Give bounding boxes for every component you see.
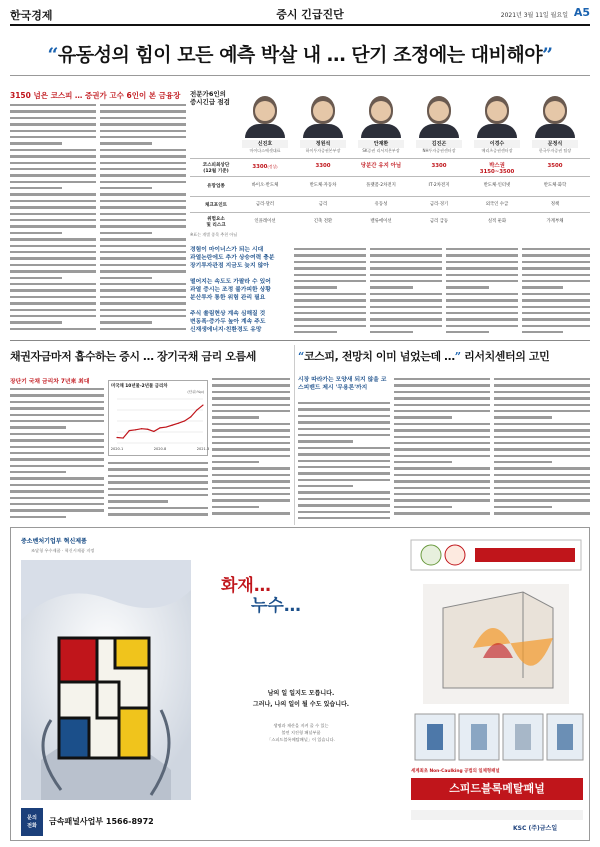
right-story-subhead: 시장 따라가는 모양새 되지 않을 코스피밴드 제시 '무용론'까지 bbox=[298, 377, 387, 391]
chart-unit: (단위:%p) bbox=[187, 390, 204, 394]
chart-point bbox=[184, 420, 185, 421]
ad-product-tag: 세계최초 Non-Caulking 공법의 일체형패널 bbox=[411, 769, 500, 774]
chart-point bbox=[166, 426, 167, 427]
mid-text-column-3 bbox=[446, 246, 518, 338]
chart-point bbox=[196, 409, 197, 410]
chart-point bbox=[202, 404, 203, 405]
expert-3: 안재환 SK증권 리서치본부장 bbox=[358, 92, 404, 156]
chart-point bbox=[141, 428, 142, 429]
mondrian-art-image bbox=[21, 560, 191, 800]
ad-small-copy: 생명과 재산을 지켜 줄 수 있는 불연 지진형 패널부품 「스피드블록메탈패널」이 있습니다. bbox=[267, 723, 335, 742]
main-headline bbox=[10, 40, 590, 67]
lead-text-column-1 bbox=[10, 102, 96, 338]
text-line bbox=[100, 326, 186, 332]
lead-subheadline: 3150 넘은 코스피 … 증권가 고수 6인이 본 금융장 bbox=[10, 91, 181, 100]
ad-main-copy: 남의 일 일지도 모릅니다. 그러나, 나의 일이 될 수도 있습니다. bbox=[252, 690, 350, 708]
expert-photos bbox=[242, 92, 590, 156]
left-story-headline: 채권자금마저 흡수하는 증시 … 장기국채 금리 오름세 bbox=[10, 350, 256, 363]
left-text-column-2 bbox=[108, 460, 208, 522]
expert-5: 이경수 메리츠증권센터장 bbox=[474, 92, 520, 156]
chart-x-tick: 2020.8 bbox=[153, 447, 167, 451]
ad-contact-label: 문의 전화 bbox=[21, 808, 43, 836]
left-story-subhead: 장단기 국채 금리차 7년來 최대 bbox=[10, 379, 90, 385]
text-line bbox=[108, 511, 208, 517]
advertisement bbox=[10, 527, 590, 841]
lead-text-column-2 bbox=[100, 102, 186, 338]
rate-spread-chart bbox=[108, 380, 208, 456]
ad-product-name: 스피드블록메탈패널 bbox=[411, 778, 583, 800]
left-text-column-1 bbox=[10, 386, 104, 521]
chart-point bbox=[116, 437, 117, 438]
headline-rule bbox=[10, 75, 590, 76]
right-text-column-2 bbox=[394, 376, 490, 522]
ad-fire-headline: 화재… 누수… bbox=[221, 576, 301, 616]
mid-subhead-2: 떨어지는 속도도 가팔라 수 있어 과열 증시는 조정 불가피한 상황 분산투자 통한 위험 관리 필요 bbox=[190, 279, 271, 301]
right-text-column-3 bbox=[494, 376, 590, 522]
chart-point bbox=[153, 431, 154, 432]
mid-subhead-3: 주식 쏠림현상 계속 심해질 것 변동폭·증가두 높아 계속 주도 신재생에너지·친환경도 유망 bbox=[190, 311, 266, 333]
mid-text-column-4 bbox=[522, 246, 590, 338]
ad-contact-number: 금속패널사업부 1566-8972 bbox=[49, 817, 154, 826]
text-line bbox=[446, 329, 518, 335]
expert-2: 정원석 하이투자증권본부장 bbox=[300, 92, 346, 156]
ad-product-panel bbox=[403, 528, 590, 841]
text-line bbox=[394, 510, 490, 516]
ad-gov-sub: 조달청 우수제품 · 혁신시제품 지정 bbox=[31, 548, 95, 553]
text-line bbox=[294, 329, 366, 335]
chart-x-tick: 2021.3 bbox=[196, 447, 210, 451]
chart-point bbox=[178, 423, 179, 424]
left-text-column-3 bbox=[212, 376, 290, 522]
mid-article bbox=[190, 240, 590, 340]
story-divider bbox=[294, 345, 295, 525]
quote-open: “ bbox=[47, 44, 58, 66]
expert-4: 김진곤 NH투자증권센터장 bbox=[416, 92, 462, 156]
newspaper-brand: 한국경제 bbox=[10, 9, 53, 22]
text-line bbox=[298, 515, 390, 521]
section-separator bbox=[10, 340, 590, 341]
text-line bbox=[10, 514, 104, 520]
headline-text: 유동성의 힘이 모든 예측 박살 내 … 단기 조정에는 대비해야 bbox=[57, 44, 543, 66]
chart-point bbox=[147, 429, 148, 430]
right-story-headline: “코스피, 전망치 이미 넘었는데 …” 리서치센터의 고민 bbox=[298, 350, 550, 363]
ad-company: KSC (주)금스일 bbox=[513, 825, 558, 832]
text-line bbox=[370, 329, 442, 335]
mid-subhead-1: 경험이 마이너스가 되는 시대 과열논란에도 추가 상승여력 충분 장기투자관점 지금도 늦지 않아 bbox=[190, 247, 275, 269]
chart-point bbox=[129, 430, 130, 431]
grid-row-kospi: 코스피최상단 (12월 기준) 3300(정상) 3300 당분간 유지 아님 3300 박스권 3150~3500 3500 bbox=[190, 158, 590, 176]
issue-date: 2021년 3월 11일 월요일 bbox=[500, 12, 568, 19]
text-line bbox=[212, 510, 290, 516]
mid-text-column-1 bbox=[294, 246, 366, 338]
grid-row-checkpoints: 체크포인트 금리·달러 금리 유동성 금리·경기 외국인 수급 정책 bbox=[190, 196, 590, 212]
text-line bbox=[10, 326, 96, 332]
ad-footer-bar bbox=[411, 810, 583, 820]
expert-6: 문정식 한국투자증권 팀장 bbox=[532, 92, 578, 156]
grid-row-sectors: 유망업종 바이오·반도체 반도체·자동차 플랫폼·2차전지 IT·2차전지 반도체·인터넷 반도체·화학 bbox=[190, 176, 590, 196]
masthead bbox=[10, 4, 590, 26]
chart-x-tick: 2020.1 bbox=[110, 447, 124, 451]
panel-footnote: ※표는 개별 종목 추천 아님 bbox=[190, 232, 238, 237]
mid-text-column-2 bbox=[370, 246, 442, 338]
chart-point bbox=[135, 429, 136, 430]
text-line bbox=[522, 329, 590, 335]
chart-point bbox=[172, 425, 173, 426]
chart-point bbox=[159, 427, 160, 428]
page-number: A5 bbox=[573, 6, 590, 19]
ad-product-illustration bbox=[403, 528, 590, 798]
section-title: 증시 긴급진단 bbox=[276, 8, 344, 21]
text-line bbox=[494, 510, 590, 516]
chart-plot bbox=[109, 381, 210, 455]
right-text-column-1 bbox=[298, 400, 390, 522]
panel-title: 전문가6인의 증시긴급 점검 bbox=[190, 90, 230, 106]
ad-contact bbox=[21, 808, 241, 838]
chart-title: 미국채 10년물-2년물 금리차 bbox=[111, 384, 168, 389]
ad-gov-badge: 중소벤처기업부 혁신제품 bbox=[21, 538, 87, 545]
chart-point bbox=[190, 416, 191, 417]
expert-1: 신진호 마이다스에셋대표 bbox=[242, 92, 288, 156]
chart-point bbox=[123, 437, 124, 438]
grid-row-risks: 위험요소 및 리스크 인플레이션 긴축 전환 밸류에이션 금리 급등 실적 둔화 가계부채 bbox=[190, 212, 590, 230]
quote-close: ” bbox=[542, 44, 553, 66]
expert-panel bbox=[190, 90, 590, 240]
